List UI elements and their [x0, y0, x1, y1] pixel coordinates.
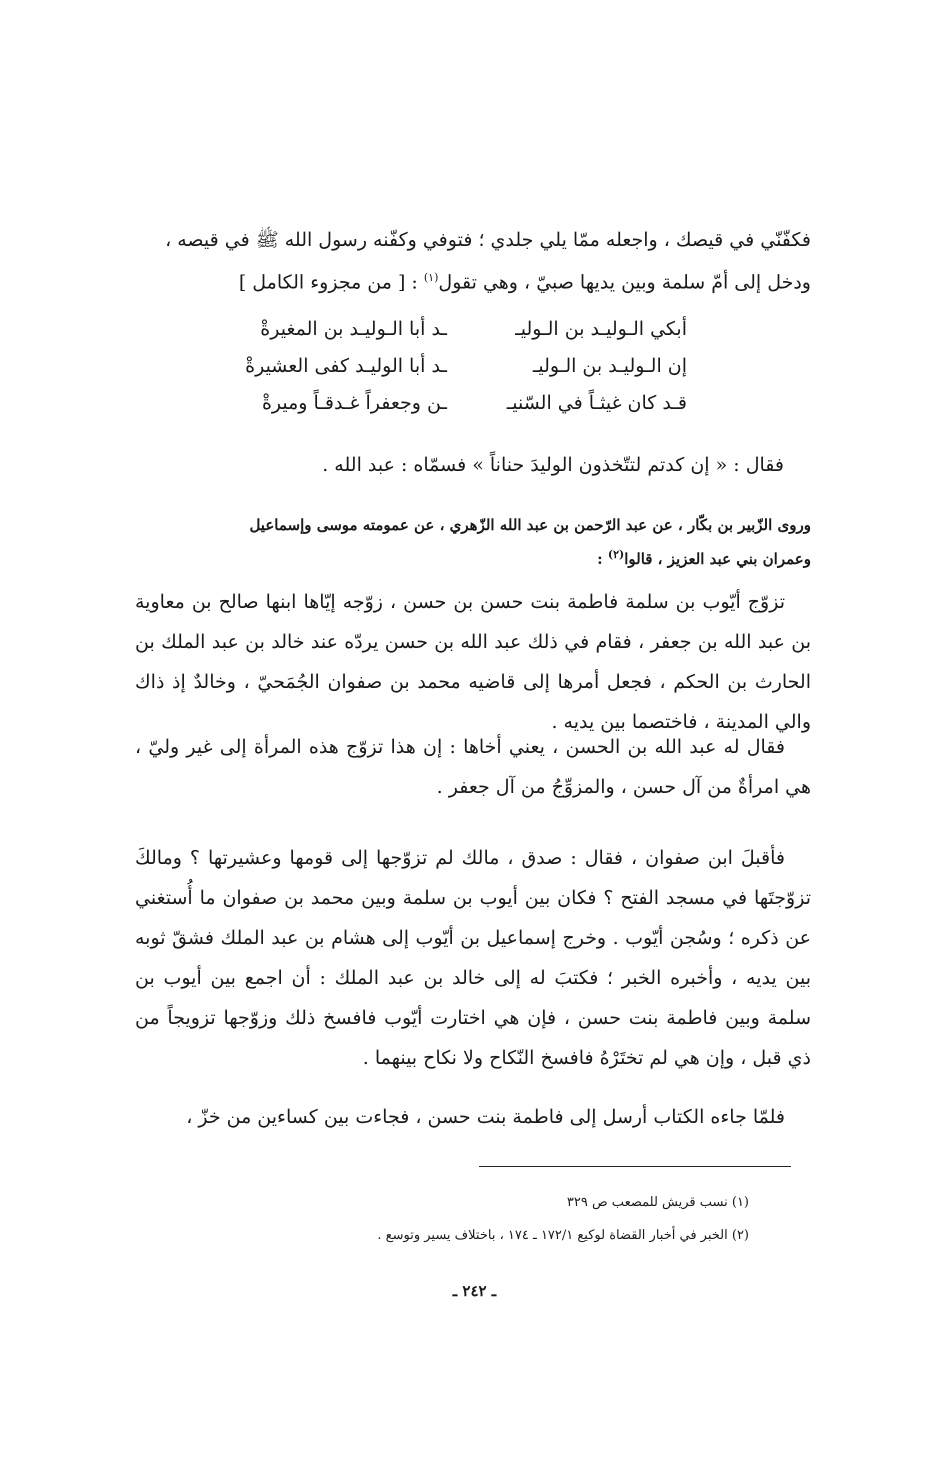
intro-line-1: [135, 228, 811, 252]
footnote-2: (٢) الخبر في أخبار القضاة لوكيع ١٧٢/١ ـ ١٧٤ ، باختلاف يسير وتوسع .: [377, 1228, 749, 1243]
footnote-1: (١) نسب قريش للمصعب ص ٣٢٩: [566, 1195, 749, 1210]
isnad-line-2-end: :: [597, 550, 608, 568]
page-number: ـ ٢٤٢ ـ: [452, 1282, 497, 1300]
poem-verse-3-first-hemistich: قـد كان غيثـاً في السّنيـ: [506, 392, 687, 414]
after-poem-text: فقال : « إن كدتم لتتّخذون الوليدَ حناناً » فسمّاه : عبد الله .: [322, 454, 784, 476]
poem-verse-3: [227, 392, 687, 429]
isnad-line-2: [121, 540, 811, 574]
isnad-line-2-text: وعمران بني عبد العزيز ، قالوا: [624, 550, 811, 568]
intro-line-1-text: فكفّنّي في قيصك ، واجعله ممّا يلي جلدي ؛ فتوفي وكفّنه رسول الله ﷺ في قيصه ،: [165, 229, 811, 251]
poem-verse-1-second-hemistich: ـد أبا الـوليـد بن المغيرةْ: [260, 318, 447, 340]
poem-verse-2-first-hemistich: إن الـوليـد بن الـوليـ: [532, 355, 687, 377]
footnote-separator: [479, 1166, 791, 1167]
poem-verse-2: [227, 355, 687, 392]
poem-verse-3-second-hemistich: ـن وجعفراً غـدقـاً وميرةْ: [261, 392, 447, 414]
paragraph-1: تزوّج أيّوب بن سلمة فاطمة بنت حسن بن حسن ، زوّجه إيّاها ابنها صالح بن معاوية بن عبد الله بن جعفر ، فقام في ذلك عبد الله بن حسن يردّه عند خالد بن عبد الملك بن الحارث بن الحكم ، فجعل أمرها إلى قاضيه محمد بن صفوان الجُمَحيّ ، وخالدٌ إذ ذاك والي المدينة ، فاختصما بين يديه .: [135, 591, 811, 733]
footnote-ref-1: (١): [423, 271, 439, 284]
paragraph-3: فأقبلَ ابن صفوان ، فقال : صدق ، مالك لم تزوّجها إلى قومها وعشيرتها ؟ ومالكَ تزوّجتَها في مسجد الفتح ؟ فكان بين أيوب بن سلمة وبين محمد بن صفوان ما أُستغني عن ذكره ؛ وسُجن أيّوب . وخرج إسماعيل بن أيّوب إلى هشام بن عبد الملك فشقّ ثوبه بين يديه ، وأخبره الخبر ؛ فكتبَ له إلى خالد بن عبد الملك : أن اجمع بين أيوب بن سلمة وبين فاطمة بنت حسن ، فإن هي اختارت أيّوب فافسخ ذلك وزوّجها تزويجاً من ذي قبل ، وإن هي لم تختَرْهُ فافسخ النّكاح ولا نكاح بينهما .: [135, 847, 811, 1069]
isnad-block: [121, 510, 811, 574]
after-poem-line: [108, 453, 784, 477]
isnad-line-1: وروى الزّبير بن بكّار ، عن عبد الرّحمن بن عبد الله الزّهري ، عن عمومته موسى وإسماعيل: [249, 516, 811, 534]
poem-verse-1: [227, 318, 687, 355]
poem-verse-1-first-hemistich: أبكي الـوليـد بن الـوليـ: [515, 318, 687, 340]
footnote-ref-2: (٢): [607, 548, 625, 561]
intro-line-2-text: ودخل إلى أمّ سلمة وبين يديها صبيّ ، وهي تقول: [438, 271, 811, 294]
paragraph-2: فقال له عبد الله بن الحسن ، يعني أخاها : إن هذا تزوّج هذه المرأة إلى غير وليّ ، هي امرأةٌ من آل حسن ، والمزوِّجُ من آل جعفر .: [135, 736, 811, 798]
poem-verse-2-second-hemistich: ـد أبا الوليـد كفى العشيرةْ: [245, 355, 447, 377]
poem: [227, 318, 687, 429]
intro-line-2: [135, 266, 811, 294]
paragraph-4: فلمّا جاءه الكتاب أرسل إلى فاطمة بنت حسن ، فجاءت بين كساءين من خزّ ،: [186, 1106, 785, 1128]
poem-meter-label: : [ من مجزوء الكامل ]: [238, 271, 424, 294]
